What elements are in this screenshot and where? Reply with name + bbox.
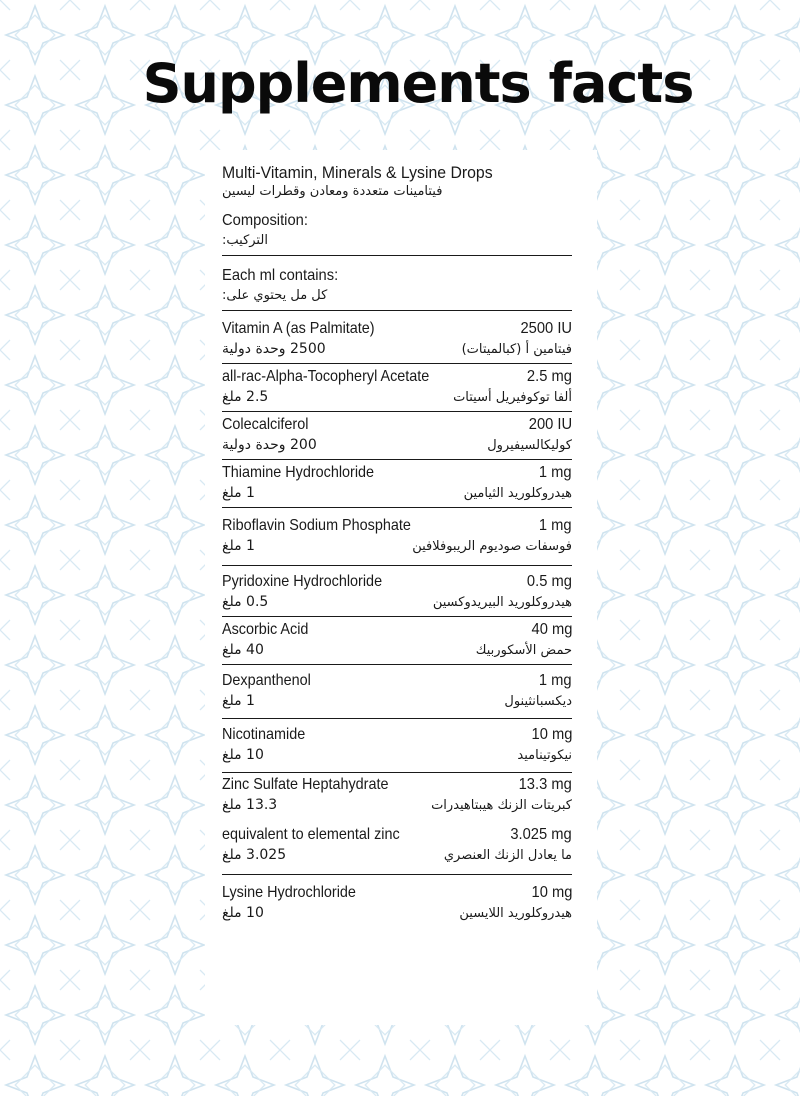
ingredient-row [222, 719, 572, 773]
ingredient-row [222, 508, 572, 566]
each-ml-label-ar: كل مل يحتوي على: [222, 288, 328, 303]
ingredient-amount-ar: 13.3 ملغ [222, 797, 278, 813]
product-name-ar: فيتامينات متعددة ومعادن وقطرات ليسين [222, 184, 443, 199]
ingredient-amount-ar: 10 ملغ [222, 747, 264, 763]
ingredient-row [222, 665, 572, 719]
ingredient-name-en: Nicotinamide [222, 726, 306, 743]
ingredient-amount-ar: 10 ملغ [222, 905, 264, 921]
ingredient-name-ar: هيدروكلوريد البيريدوكسين [432, 595, 572, 610]
ingredient-amount-ar: 40 ملغ [222, 642, 264, 658]
ingredient-amount-en: 2500 IU [520, 320, 572, 337]
ingredient-amount-ar: 2500 وحدة دولية [222, 341, 326, 357]
ingredient-amount-ar: 0.5 ملغ [222, 594, 269, 610]
ingredient-name-ar: فوسفات صوديوم الريبوفلافين [412, 539, 572, 554]
ingredient-amount-ar: 3.025 ملغ [222, 847, 287, 863]
composition-label-en: Composition: [222, 212, 308, 229]
ingredient-amount-en: 10 mg [531, 884, 572, 901]
ingredient-row [222, 412, 572, 460]
ingredient-amount-en: 10 mg [531, 726, 572, 743]
ingredient-name-ar: كوليكالسيفيرول [487, 438, 572, 453]
ingredient-amount-ar: 1 ملغ [222, 485, 255, 501]
ingredient-name-en: equivalent to elemental zinc [222, 826, 400, 843]
ingredient-name-en: Pyridoxine Hydrochloride [222, 573, 383, 590]
each-ml-heading [222, 256, 572, 311]
composition-heading [222, 201, 572, 256]
ingredient-amount-en: 40 mg [531, 621, 572, 638]
ingredient-amount-en: 1 mg [539, 517, 572, 534]
ingredient-amount-en: 1 mg [539, 672, 572, 689]
composition-label-ar: التركيب: [222, 233, 268, 248]
ingredient-row [222, 875, 572, 927]
ingredient-row [222, 617, 572, 665]
ingredient-row [222, 566, 572, 617]
ingredient-name-ar: نيكوتيناميد [517, 748, 572, 763]
each-ml-label-en: Each ml contains: [222, 267, 339, 284]
ingredient-amount-ar: 200 وحدة دولية [222, 437, 317, 453]
ingredient-name-en: Dexpanthenol [222, 672, 311, 689]
ingredient-row [222, 773, 572, 822]
ingredient-name-en: Zinc Sulfate Heptahydrate [222, 776, 389, 793]
ingredient-name-en: Colecalciferol [222, 416, 309, 433]
ingredient-amount-ar: 1 ملغ [222, 538, 255, 554]
ingredient-amount-en: 200 IU [528, 416, 572, 433]
ingredient-row [222, 364, 572, 412]
ingredient-amount-en: 1 mg [539, 464, 572, 481]
ingredient-name-ar: كبريتات الزنك هيبتاهيدرات [431, 798, 572, 813]
ingredient-name-en: Ascorbic Acid [222, 621, 309, 638]
ingredient-name-en: Riboflavin Sodium Phosphate [222, 517, 411, 534]
ingredient-amount-en: 13.3 mg [518, 776, 572, 793]
ingredient-amount-en: 2.5 mg [526, 368, 572, 385]
product-name-en: Multi-Vitamin, Minerals & Lysine Drops [222, 163, 493, 182]
ingredient-name-en: Vitamin A (as Palmitate) [222, 320, 375, 337]
page-title: Supplements facts [142, 52, 694, 115]
ingredient-name-ar: هيدروكلوريد اللايسين [459, 906, 572, 921]
supplement-label [222, 163, 572, 927]
ingredient-amount-ar: 2.5 ملغ [222, 389, 269, 405]
ingredient-name-ar: حمض الأسكوربيك [475, 643, 572, 658]
ingredient-name-ar: هيدروكلوريد الثيامين [463, 486, 572, 501]
ingredient-amount-ar: 1 ملغ [222, 693, 255, 709]
ingredient-amount-en: 3.025 mg [510, 826, 572, 843]
ingredient-row [222, 822, 572, 875]
ingredient-row [222, 311, 572, 364]
ingredient-name-en: all-rac-Alpha-Tocopheryl Acetate [222, 368, 430, 385]
ingredient-name-ar: ألفا توكوفيريل أسيتات [453, 390, 572, 405]
ingredient-name-ar: فيتامين أ (كبالميتات) [461, 342, 572, 357]
ingredient-name-en: Thiamine Hydrochloride [222, 464, 375, 481]
ingredient-amount-en: 0.5 mg [526, 573, 572, 590]
ingredient-row [222, 460, 572, 508]
ingredient-name-en: Lysine Hydrochloride [222, 884, 356, 901]
ingredient-name-ar: ما يعادل الزنك العنصري [443, 848, 572, 863]
ingredient-name-ar: ديكسبانثينول [504, 694, 572, 709]
